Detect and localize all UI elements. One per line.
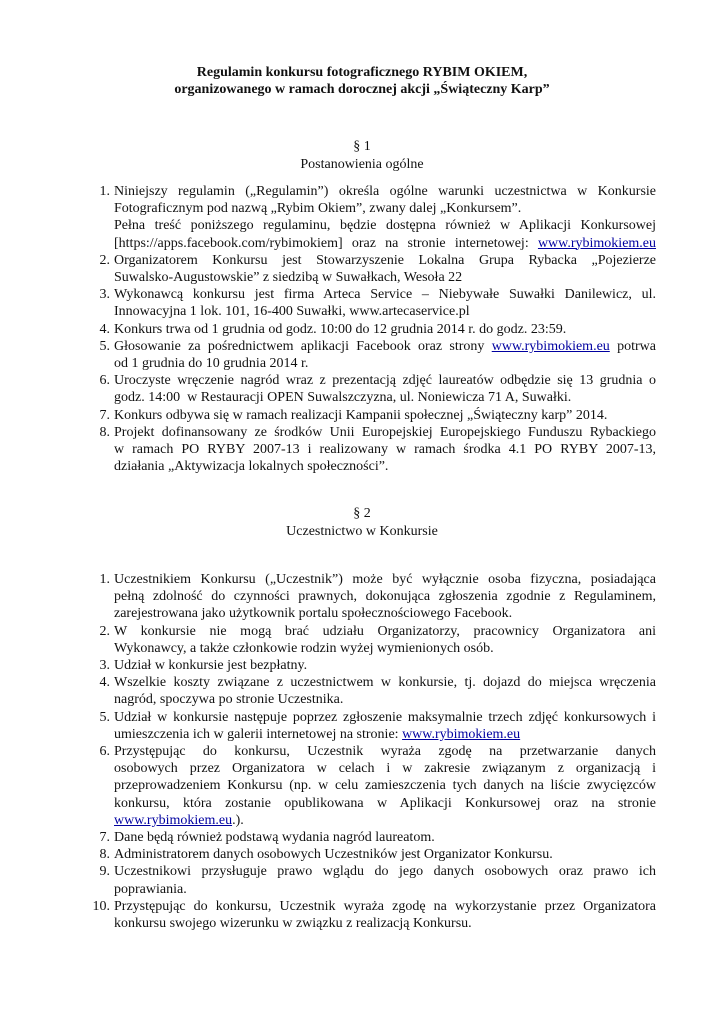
- item-number: 2.: [99, 623, 110, 639]
- item-line: działania „Aktywizacja lokalnych społeczności”.: [114, 459, 389, 475]
- item-line: Dane będą również podstawą wydania nagród laureatom.: [114, 830, 435, 846]
- item-line: konkursu swojego wizerunku w związku z realizacją Konkursu.: [114, 916, 472, 932]
- item-number: 7.: [99, 830, 110, 846]
- item-line: Suwalsko-Augustowskie” z siedzibą w Suwałkach, Wesoła 22: [114, 270, 463, 286]
- item-line: Innowacyjna 1 lok. 101, 16-400 Suwałki, www.artecaservice.pl: [114, 304, 470, 320]
- item-line: Konkurs trwa od 1 grudnia od godz. 10:00 do 12 grudnia 2014 r. do godz. 23:59.: [114, 321, 567, 337]
- list-item: [82, 863, 656, 897]
- item-line: Uczestnikiem Konkursu („Uczestnik”) może być wyłącznie osoba fizyczna, posiadająca: [114, 572, 656, 587]
- section-2-mark: § 2: [353, 506, 371, 521]
- list-item: [82, 743, 656, 829]
- item-number: 4.: [99, 675, 110, 691]
- title-line-1: Regulamin konkursu fotograficznego RYBIM OKIEM,: [196, 65, 528, 80]
- item-number: 1.: [99, 184, 110, 199]
- item-line: godz. 14:00 w Restauracji OPEN Suwalszczyzna, ul. Noniewicza 71 A, Suwałki.: [114, 390, 572, 406]
- item-number: 3.: [99, 658, 110, 674]
- item-line: konkursu, która zostanie opublikowana w Aplikacji Konkursowej oraz na stronie: [114, 795, 656, 811]
- item-line: Udział w konkursie jest bezpłatny.: [114, 658, 308, 674]
- item-number: 6.: [99, 744, 110, 760]
- item-line: pełną zdolność do czynności prawnych, dokonująca zgłoszenia zgodnie z Regulaminem,: [114, 589, 656, 605]
- item-number: 5.: [99, 709, 110, 725]
- item-line: Niniejszy regulamin („Regulamin”) określa ogólne warunki uczestnictwa w Konkursie: [114, 184, 656, 199]
- list-item: [82, 571, 656, 623]
- website-link[interactable]: www.rybimokiem.eu: [537, 235, 657, 251]
- list-item: [82, 829, 656, 846]
- item-number: 4.: [99, 321, 110, 337]
- section-2-list: [82, 571, 656, 932]
- list-item: [82, 252, 656, 286]
- section-1-heading: Postanowienia ogólne: [300, 157, 424, 172]
- item-number: 5.: [99, 338, 110, 354]
- item-line: Wykonawcy, a także członkowie rodzin wyżej wymienionych osób.: [114, 640, 494, 656]
- item-line: Projekt dofinansowany ze środków Unii Europejskiej Europejskiego Funduszu Rybackiego: [114, 424, 656, 440]
- website-link[interactable]: www.rybimokiem.eu: [402, 726, 521, 742]
- section-1-header: [0, 138, 724, 174]
- item-line: Organizatorem Konkursu jest Stowarzyszenie Lokalna Grupa Rybacka „Pojezierze: [114, 252, 656, 268]
- item-line: przeprowadzeniem Konkursu (np. w celu zamieszczenia tych danych na liście zwycięzców: [114, 778, 656, 794]
- item-line: Administratorem danych osobowych Uczestników jest Organizator Konkursu.: [114, 847, 553, 863]
- item-line: Wszelkie koszty związane z uczestnictwem w konkursie, tj. dojazd do miejsca wręczenia: [114, 675, 656, 691]
- item-number: 9.: [99, 864, 110, 880]
- list-item: [82, 286, 656, 320]
- item-line: Przystępując do konkursu, Uczestnik wyraża zgodę na przetwarzanie danych: [114, 744, 656, 760]
- section-2-header: [0, 505, 724, 541]
- section-1-list: [82, 183, 656, 475]
- item-line: zarejestrowana jako użytkownik portalu społecznościowego Facebook.: [114, 606, 513, 622]
- item-number: 10.: [92, 898, 110, 914]
- item-number: 7.: [99, 407, 110, 423]
- item-line: Uroczyste wręczenie nagród wraz z prezentacją zdjęć laureatów odbędzie się 13 grudnia o: [114, 373, 656, 389]
- item-line: W konkursie nie mogą brać udziału Organizatorzy, pracownicy Organizatora ani: [114, 623, 656, 639]
- list-item: [82, 623, 656, 657]
- item-number: 8.: [99, 847, 110, 863]
- item-line: w ramach PO RYBY 2007-13 i realizowany w ramach środka 4.1 PO RYBY 2007-13,: [114, 442, 656, 458]
- website-link[interactable]: www.rybimokiem.eu: [491, 338, 610, 354]
- list-item: [82, 674, 656, 708]
- item-number: 6.: [99, 373, 110, 389]
- list-item: [82, 372, 656, 406]
- list-item: [82, 424, 656, 476]
- list-item: [82, 709, 656, 743]
- item-line: [114, 726, 656, 743]
- section-2-heading: Uczestnictwo w Konkursie: [286, 524, 438, 539]
- item-text: .).: [232, 812, 244, 828]
- item-line: od 1 grudnia do 10 grudnia 2014 r.: [114, 356, 309, 372]
- item-line: Wykonawcą konkursu jest firma Arteca Service – Niebywałe Suwałki Danilewicz, ul.: [114, 287, 656, 303]
- list-item: [82, 898, 656, 932]
- list-item: [82, 846, 656, 863]
- list-item: [82, 183, 656, 252]
- item-line: [114, 812, 656, 829]
- item-number: 1.: [99, 572, 110, 587]
- item-line: Uczestnikowi przysługuje prawo wglądu do jego danych osobowych oraz prawo ich: [114, 864, 656, 880]
- list-item: [82, 657, 656, 674]
- section-1-mark: § 1: [353, 139, 371, 154]
- item-number: 3.: [99, 287, 110, 303]
- item-line: nagród, spoczywa po stronie Uczestnika.: [114, 692, 344, 708]
- title-line-2: organizowanego w ramach dorocznej akcji „Świąteczny Karp”: [174, 82, 550, 97]
- item-line: [114, 338, 656, 355]
- item-text: umieszczenia ich w galerii internetowej na stronie:: [114, 726, 399, 742]
- item-text: potrwa: [617, 338, 656, 354]
- item-line: poprawiania.: [114, 881, 187, 897]
- item-line: osobowych przez Organizatora w celach i w zakresie związanym z organizacją i: [114, 761, 656, 777]
- item-line: [114, 235, 656, 252]
- item-number: 8.: [99, 424, 110, 440]
- item-text: [https://apps.facebook.com/rybimokiem] oraz na stronie internetowej:: [114, 235, 529, 251]
- website-link[interactable]: www.rybimokiem.eu: [114, 812, 233, 828]
- list-item: [82, 407, 656, 424]
- item-line: Konkurs odbywa się w ramach realizacji Kampanii społecznej „Świąteczny karp” 2014.: [114, 407, 608, 423]
- item-line: Fotograficznym pod nazwą „Rybim Okiem”, zwany dalej „Konkursem”.: [114, 201, 522, 217]
- item-text: Głosowanie za pośrednictwem aplikacji Facebook oraz strony: [114, 338, 485, 354]
- item-number: 2.: [99, 252, 110, 268]
- item-line: Udział w konkursie następuje poprzez zgłoszenie maksymalnie trzech zdjęć konkursowych i: [114, 709, 656, 725]
- document-title: [0, 64, 724, 98]
- list-item: [82, 321, 656, 338]
- list-item: [82, 338, 656, 372]
- item-line: Przystępując do konkursu, Uczestnik wyraża zgodę na wykorzystanie przez Organizatora: [114, 898, 656, 914]
- item-line: Pełna treść poniższego regulaminu, będzie dostępna również w Aplikacji Konkursowej: [114, 218, 656, 234]
